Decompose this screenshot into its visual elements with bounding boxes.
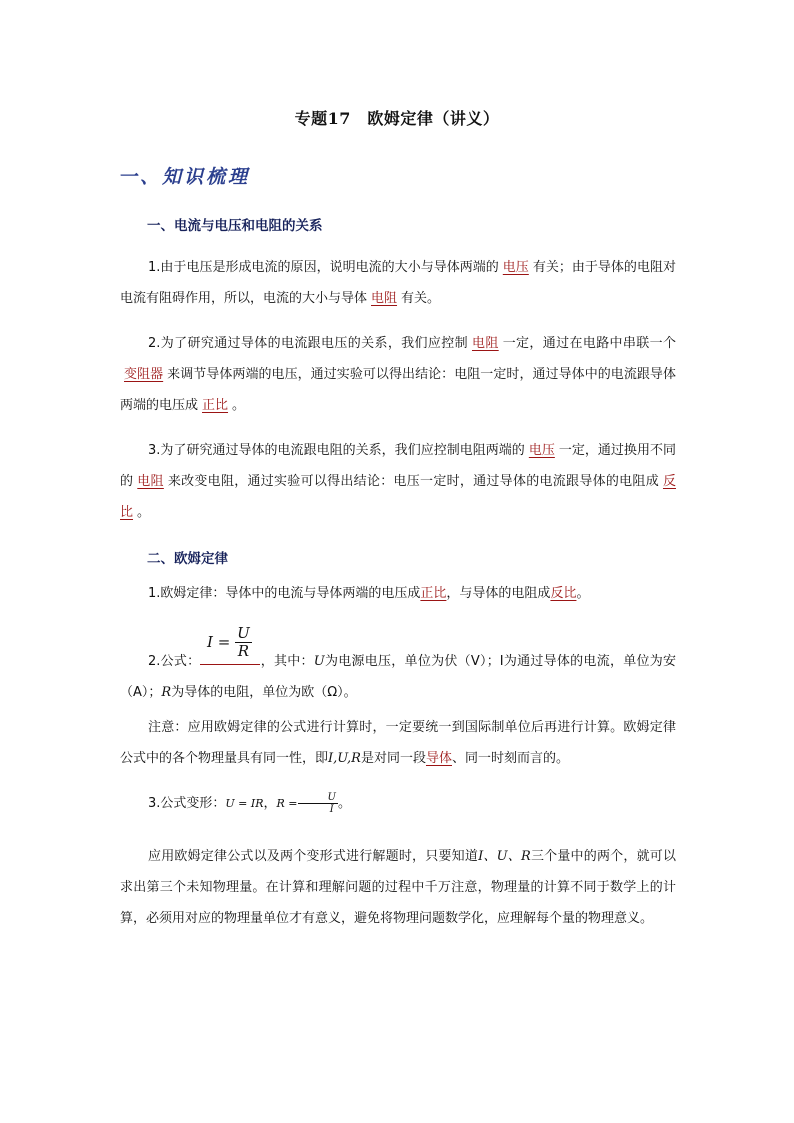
fraction-denominator: I [329,804,334,815]
text: 有关。 [401,291,441,306]
answer-blank: 导体 [425,751,452,766]
text: ， [263,796,277,811]
text: ，与导体的电阻成 [446,586,551,601]
section-heading: 一、知识梳理 [118,166,251,188]
text: 。 [337,796,351,811]
subheading-current-voltage-resistance: 一、电流与电压和电阻的关系 [147,218,323,234]
variable: R [161,685,172,700]
answer-blank: 变阻器 [124,367,164,382]
variables: I、U、R [478,849,531,864]
paragraph-1-1 [120,252,676,314]
text: 2.为了研究通过导体的电流跟电压的关系，我们应控制 [148,336,468,351]
answer-blank: 电阻 [137,474,164,489]
text: 3.公式变形： [148,796,226,811]
answer-blank: 电压 [528,443,555,458]
answer-blank: 反比 [550,586,577,601]
paragraph-2-3 [120,788,676,819]
paragraph-1-3 [120,435,676,528]
fraction-numerator: U [298,792,338,804]
subheading-ohms-law: 二、欧姆定律 [147,551,228,567]
variable: U [313,654,325,669]
text: 为电源电压，单位为伏（V）；I为通过导体的电流，单位为安（A）； [120,654,676,700]
formula-variant-2-lhs: R = [276,797,298,810]
text: 3.为了研究通过导体的电流跟电阻的关系，我们应控制电阻两端的 [148,443,525,458]
paragraph-2-2 [120,646,676,708]
variables: I,U,R [328,751,361,766]
formula-equals: = [217,633,231,651]
text: 。 [232,398,246,413]
text: 。 [137,505,151,520]
text: 。 [576,586,590,601]
text: 、同一时刻而言的。 [452,751,570,766]
answer-blank: 电阻 [371,291,398,306]
text: 三个量中的两个，就可以求出第三个未知物理量。在计算和理解问题的过程中千万注意，物理量的计算不同于数学上的计算，必须用对应的物理量单位才有意义，避免将物理问题数学化，应理解每个量的物理意义。 [120,849,676,926]
text: ，其中： [260,654,314,669]
text: 注意：应用欧姆定律的公式进行计算时，一定要统一到国际制单位后再进行计算。欧姆定律公式中的各个物理量具有同一性，即 [120,720,676,766]
paragraph-1-2 [120,328,676,421]
paragraph-2-1 [120,578,676,609]
page-title: 专题17 欧姆定律（讲义） [294,109,500,128]
answer-blank: 正比 [420,586,447,601]
formula-blank [200,650,260,665]
fraction-numerator: U [237,624,250,642]
text: 来调节导体两端的电压，通过实验可以得出结论：电阻一定时，通过导体中的电流跟导体两端的电压成 [120,367,676,413]
paragraph-note [120,712,676,774]
text: 是对同一段 [360,751,426,766]
formula-lhs: I [207,633,213,651]
answer-blank: 电阻 [471,336,499,351]
answer-blank: 正比 [202,398,229,413]
answer-blank: 电压 [502,260,529,275]
text: 2.公式： [148,654,201,669]
text: 一定，通过在电路中串联一个 [502,336,676,351]
text: 来改变电阻，通过实验可以得出结论：电压一定时，通过导体的电流跟导体的电阻成 [167,474,659,489]
text: 1.由于电压是形成电流的原因，说明电流的大小与导体两端的 [148,260,499,275]
formula-variant-2-fraction [298,792,338,815]
fraction-denominator: R [237,641,250,660]
text: 有关；由于导体的电阻对电流有阻碍作用，所以，电流的大小与导体 [120,260,676,306]
answer-blank: 反比 [120,474,676,520]
text: 为导体的电阻，单位为欧（Ω）。 [171,685,357,700]
formula-variant-1: U = IR [225,797,264,810]
text: 1.欧姆定律：导体中的电流与导体两端的电压成 [148,586,421,601]
text: 一定，通过换用不同的 [120,443,676,489]
text: 应用欧姆定律公式以及两个变形式进行解题时，只要知道 [148,849,479,864]
paragraph-2-4 [120,841,676,934]
